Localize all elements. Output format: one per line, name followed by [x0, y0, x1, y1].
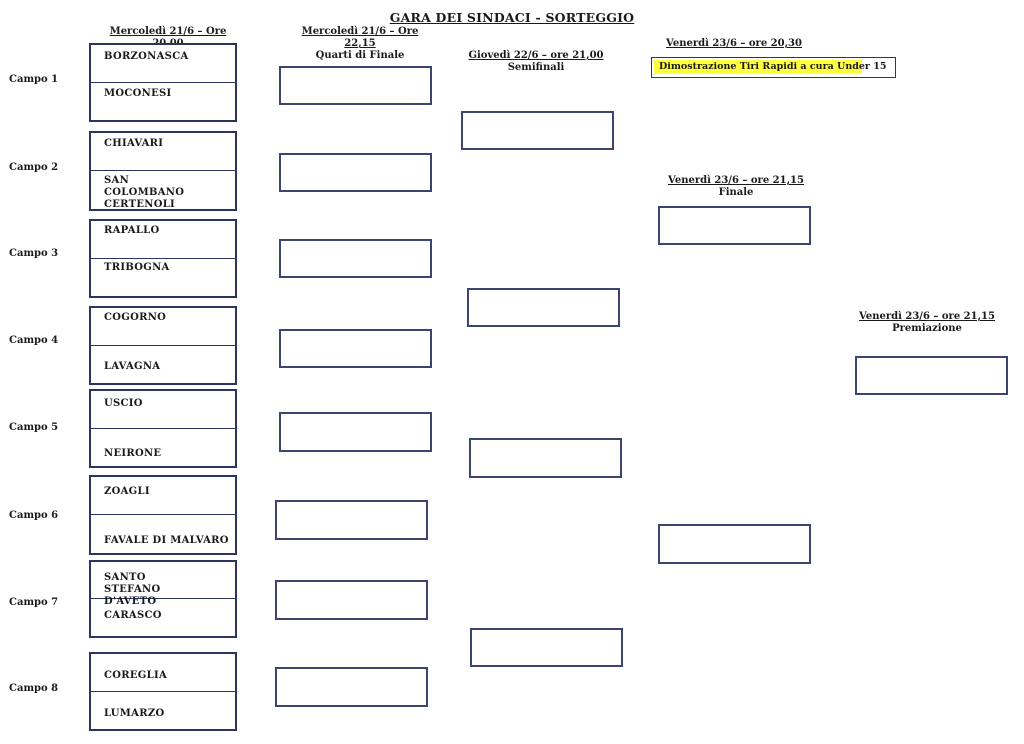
semis-time: Giovedì 22/6 – ore 21,00 — [468, 50, 604, 61]
campo-label: Campo 1 — [9, 74, 59, 85]
semifinal-slot — [461, 111, 614, 150]
round1-time: Mercoledì 21/6 – Ore — [109, 26, 227, 37]
team-name: SAN COLOMBANO CERTENOLI — [104, 175, 185, 210]
final-slot — [658, 524, 811, 564]
campo-label: Campo 4 — [9, 335, 59, 346]
final-header — [666, 175, 806, 199]
team-name: CHIAVARI — [104, 138, 164, 149]
team-slot — [91, 133, 235, 171]
team-name: TRIBOGNA — [104, 262, 170, 273]
campo-label: Campo 6 — [9, 510, 59, 521]
team-name: COREGLIA — [104, 670, 168, 681]
team-name: COGORNO — [104, 312, 167, 323]
final-time: Venerdì 23/6 – ore 21,15 — [668, 175, 804, 186]
team-slot — [91, 45, 235, 83]
award-time: Venerdì 23/6 – ore 21,15 — [859, 311, 995, 322]
quarterfinal-slot — [275, 580, 428, 620]
campo-label: Campo 5 — [9, 422, 59, 433]
demo-box — [651, 57, 896, 78]
team-name: NEIRONE — [104, 448, 162, 459]
team-name: MOCONESI — [104, 88, 172, 99]
team-slot — [91, 391, 235, 429]
match-box — [89, 131, 237, 211]
match-box — [89, 475, 237, 555]
team-slot — [91, 477, 235, 515]
team-name: FAVALE DI MALVARO — [104, 535, 229, 546]
match-box — [89, 43, 237, 122]
demo-time: Venerdì 23/6 – ore 20,30 — [666, 38, 802, 49]
team-name: SANTO STEFANO D'AVETO — [104, 572, 161, 607]
final-label: Finale — [718, 187, 754, 198]
team-slot — [91, 221, 235, 259]
demo-header — [664, 38, 804, 50]
quarterfinal-slot — [279, 153, 432, 192]
final-slot — [658, 206, 811, 245]
quarterfinal-slot — [279, 412, 432, 452]
team-slot — [91, 654, 235, 692]
campo-label: Campo 2 — [9, 162, 59, 173]
team-name: CARASCO — [104, 610, 162, 621]
quarterfinal-slot — [275, 667, 428, 707]
quarterfinal-slot — [279, 329, 432, 368]
campo-label: Campo 3 — [9, 248, 59, 259]
team-slot — [91, 308, 235, 346]
match-box — [89, 560, 237, 638]
match-box — [89, 389, 237, 468]
quarterfinal-slot — [279, 66, 432, 105]
match-box — [89, 652, 237, 731]
semifinal-slot — [469, 438, 622, 478]
team-name: USCIO — [104, 398, 143, 409]
semis-header — [466, 50, 606, 74]
campo-label: Campo 7 — [9, 597, 59, 608]
quarters-header — [285, 26, 435, 62]
match-box — [89, 306, 237, 385]
page-title: GARA DEI SINDACI - SORTEGGIO — [389, 10, 635, 25]
semis-label: Semifinali — [507, 62, 565, 73]
demo-text: Dimostrazione Tiri Rapidi a cura Under 15 — [659, 61, 887, 72]
semifinal-slot — [470, 628, 623, 667]
quarterfinal-slot — [279, 239, 432, 278]
team-name: RAPALLO — [104, 225, 160, 236]
team-name: LAVAGNA — [104, 361, 161, 372]
quarterfinal-slot — [275, 500, 428, 540]
quarters-time: Mercoledì 21/6 – Ore 22,15 — [301, 26, 419, 49]
award-slot — [855, 356, 1008, 395]
team-name: LUMARZO — [104, 708, 165, 719]
team-name: ZOAGLI — [104, 486, 150, 497]
semifinal-slot — [467, 288, 620, 327]
award-header — [857, 311, 997, 335]
campo-label: Campo 8 — [9, 683, 59, 694]
team-name: BORZONASCA — [104, 51, 189, 62]
award-label: Premiazione — [892, 323, 962, 334]
quarters-label: Quarti di Finale — [315, 50, 405, 61]
match-box — [89, 219, 237, 298]
team-slot — [91, 562, 235, 607]
